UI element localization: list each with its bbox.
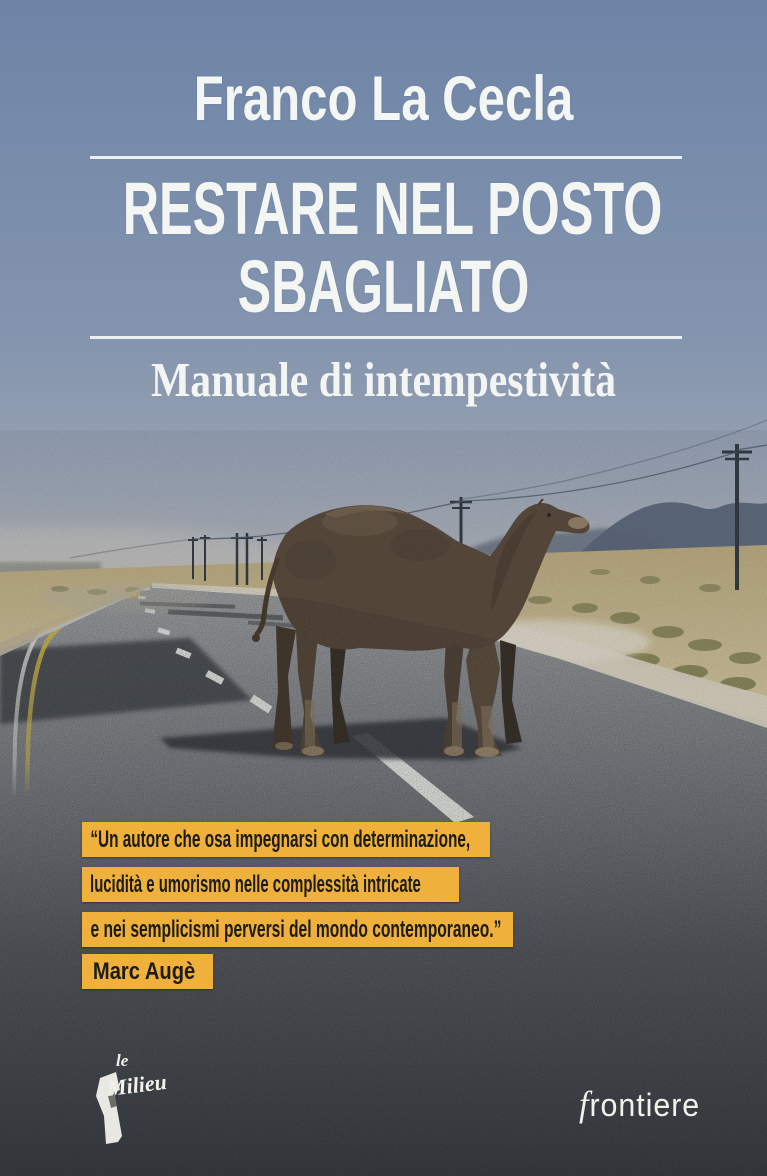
author-name: Franco La Cecla <box>193 64 574 134</box>
quote-line-3-text: e nei semplicismi perversi del mondo contemporaneo.” <box>90 916 502 943</box>
title-line-1: RESTARE NEL POSTO <box>122 167 663 250</box>
book-subtitle: Manuale di intempestività <box>150 352 617 407</box>
quote-line-2-text: lucidità e umorismo nelle complessità intricate <box>90 871 421 898</box>
title-line-2: SBAGLIATO <box>237 245 530 328</box>
quote-line-1 <box>82 822 490 857</box>
book-title <box>122 167 663 328</box>
quote-line-3 <box>82 912 513 947</box>
quote-attribution <box>82 954 213 989</box>
quote-line-2 <box>82 867 459 902</box>
le-milieu-logo <box>78 1044 188 1152</box>
le-milieu-word-le: le <box>116 1051 129 1070</box>
divider-top <box>90 156 682 159</box>
divider-bottom <box>90 336 682 339</box>
le-milieu-word-milieu: Milieu <box>105 1068 169 1101</box>
quote-line-1-text: “Un autore che osa impegnarsi con determinazione, <box>90 826 471 853</box>
quote-attribution-text: Marc Augè <box>92 958 196 985</box>
frontiere-logo: frontiere <box>579 1084 701 1124</box>
